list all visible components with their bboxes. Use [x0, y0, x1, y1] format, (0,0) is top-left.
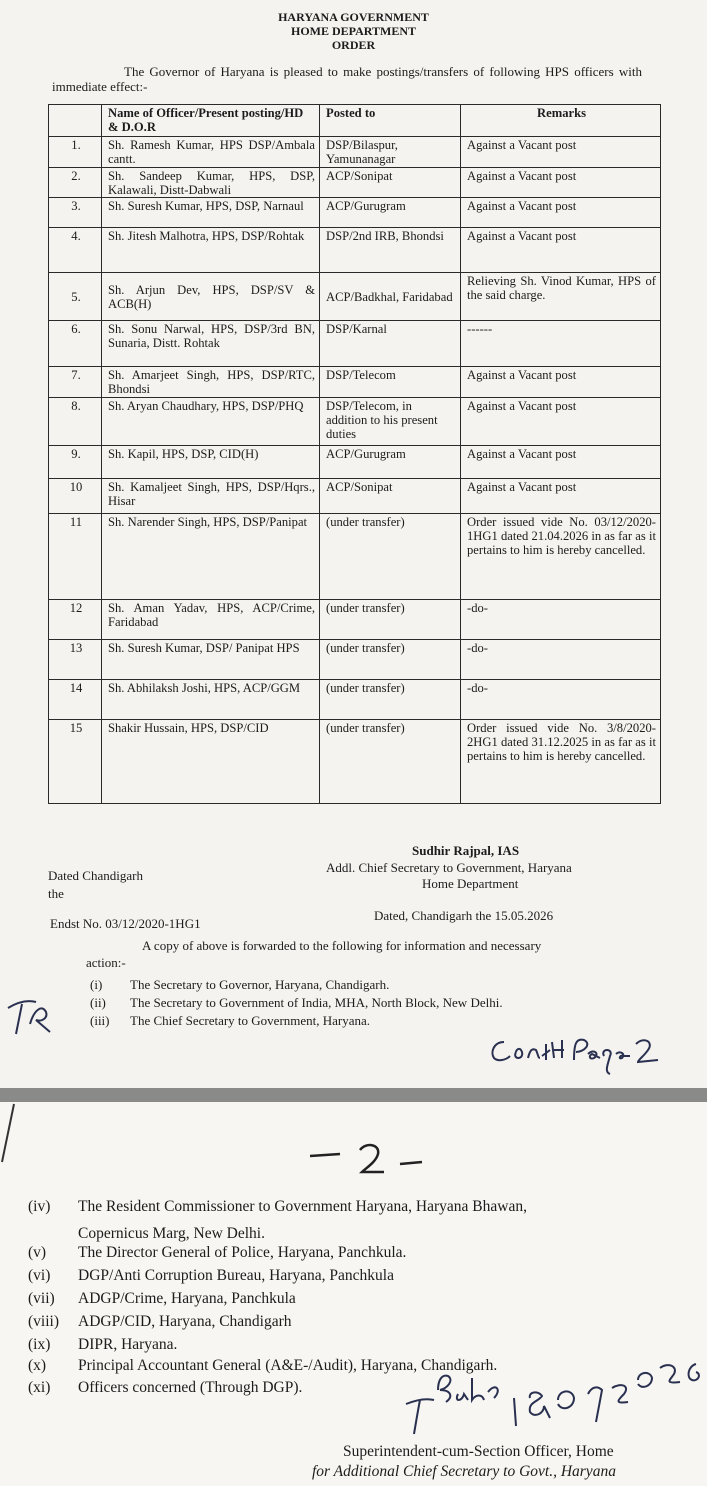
page2-item-number: (ix)	[28, 1336, 51, 1353]
col-name: Name of Officer/Present posting/HD & D.O.R	[102, 105, 320, 137]
row-remarks: -do-	[461, 599, 661, 639]
row-remarks: -do-	[461, 639, 661, 679]
row-posted: DSP/Bilaspur, Yamunanagar	[320, 137, 461, 168]
table-row	[49, 478, 661, 513]
col-remarks: Remarks	[461, 105, 661, 137]
page2-item-text: ADGP/Crime, Haryana, Panchkula	[78, 1290, 296, 1307]
col-sn	[49, 105, 102, 137]
row-name: Shakir Hussain, HPS, DSP/CID	[102, 719, 320, 803]
row-remarks: Against a Vacant post	[461, 478, 661, 513]
page-edge-mark	[0, 1102, 20, 1172]
table-row	[49, 679, 661, 719]
row-sn: 6.	[49, 321, 102, 367]
row-remarks: Order issued vide No. 3/8/2020-2HG1 dated 31.12.2025 in as far as it pertains to him is hereby cancelled.	[461, 719, 661, 803]
copy-forward-text: A copy of above is forwarded to the following for information and necessary	[142, 938, 542, 953]
handwritten-initials	[4, 990, 54, 1038]
row-posted: DSP/Karnal	[320, 321, 461, 367]
row-posted: (under transfer)	[320, 599, 461, 639]
row-remarks: Relieving Sh. Vinod Kumar, HPS of the said charge.	[461, 273, 661, 321]
page2-item-number: (viii)	[28, 1313, 59, 1330]
row-sn: 15	[49, 719, 102, 803]
row-name: Sh. Narender Singh, HPS, DSP/Panipat	[102, 513, 320, 599]
signatory-department: Home Department	[422, 876, 519, 891]
row-posted: DSP/2nd IRB, Bhondsi	[320, 228, 461, 273]
page2-item-text: The Director General of Police, Haryana, Panchkula.	[78, 1244, 407, 1261]
row-name: Sh. Jitesh Malhotra, HPS, DSP/Rohtak	[102, 228, 320, 273]
page2-item-number: (vi)	[28, 1267, 51, 1284]
row-name: Sh. Aryan Chaudhary, HPS, DSP/PHQ	[102, 397, 320, 445]
copy-item-text: The Secretary to Government of India, MHA, North Block, New Delhi.	[130, 995, 503, 1010]
row-name: Sh. Kapil, HPS, DSP, CID(H)	[102, 445, 320, 478]
table-header-row	[49, 105, 661, 137]
page2-item-text: Officers concerned (Through DGP).	[78, 1379, 303, 1396]
row-name: Sh. Amarjeet Singh, HPS, DSP/RTC, Bhondsi	[102, 367, 320, 398]
page2-list-item	[28, 1311, 292, 1333]
row-name: Sh. Sandeep Kumar, HPS, DSP, Kalawali, Distt-Dabwali	[102, 167, 320, 198]
copy-item-number: (iii)	[90, 1013, 110, 1028]
row-sn: 9.	[49, 445, 102, 478]
row-name: Sh. Kamaljeet Singh, HPS, DSP/Hqrs., Hisar	[102, 478, 320, 513]
row-name: Sh. Ramesh Kumar, HPS DSP/Ambala cantt.	[102, 137, 320, 168]
page2-item-number: (xi)	[28, 1379, 51, 1396]
row-posted: ACP/Gurugram	[320, 445, 461, 478]
signatory-designation: Addl. Chief Secretary to Government, Haryana	[326, 860, 572, 875]
row-sn: 8.	[49, 397, 102, 445]
page2-item-text: DIPR, Haryana.	[78, 1336, 178, 1353]
row-posted: (under transfer)	[320, 679, 461, 719]
header-order: ORDER	[331, 38, 376, 52]
row-posted: (under transfer)	[320, 639, 461, 679]
row-name: Sh. Arjun Dev, HPS, DSP/SV & ACB(H)	[102, 273, 320, 321]
row-posted: DSP/Telecom, in addition to his present duties	[320, 397, 461, 445]
page2-item-text: ADGP/CID, Haryana, Chandigarh	[78, 1313, 292, 1330]
table-row	[49, 367, 661, 398]
table-row	[49, 198, 661, 228]
row-posted: ACP/Badkhal, Faridabad	[320, 273, 461, 321]
postings-table	[48, 104, 661, 804]
page2-item-number: (iv)	[28, 1198, 51, 1215]
table-row	[49, 599, 661, 639]
page2-item-text: The Resident Commissioner to Government Haryana, Haryana Bhawan,	[78, 1198, 527, 1215]
copy-item-number: (i)	[90, 977, 103, 992]
page2-list-item	[28, 1377, 302, 1399]
row-sn: 12	[49, 599, 102, 639]
signatory-name: Sudhir Rajpal, IAS	[412, 843, 520, 858]
row-remarks: Against a Vacant post	[461, 397, 661, 445]
row-name: Sh. Sonu Narwal, HPS, DSP/3rd BN, Sunaria, Distt. Rohtak	[102, 321, 320, 367]
page2-signatory-for: for Additional Chief Secretary to Govt., Haryana	[312, 1463, 616, 1480]
row-name: Sh. Aman Yadav, HPS, ACP/Crime, Faridabad	[102, 599, 320, 639]
row-remarks: Against a Vacant post	[461, 228, 661, 273]
page2-item-continuation: Copernicus Marg, New Delhi.	[78, 1225, 265, 1242]
table-row	[49, 228, 661, 273]
copy-item-text: The Secretary to Governor, Haryana, Chandigarh.	[130, 977, 390, 992]
row-sn: 11	[49, 513, 102, 599]
page2-list-item	[28, 1196, 527, 1218]
copy-list-item	[90, 977, 389, 992]
page2-signatory-title: Superintendent-cum-Section Officer, Home	[343, 1443, 614, 1460]
row-posted: ACP/Sonipat	[320, 478, 461, 513]
copy-forward-action: action:-	[86, 955, 126, 970]
row-posted: DSP/Telecom	[320, 367, 461, 398]
copy-list-item	[90, 1013, 370, 1028]
row-remarks: Order issued vide No. 03/12/2020-1HG1 dated 21.04.2026 in as far as it pertains to him is hereby cancelled.	[461, 513, 661, 599]
col-posted: Posted to	[320, 105, 461, 137]
order-intro: The Governor of Haryana is pleased to make postings/transfers of following HPS officers with immediate effect:-	[52, 64, 642, 94]
handwritten-contd-note	[488, 1032, 660, 1076]
handwritten-signature-date	[398, 1360, 707, 1440]
row-remarks: Against a Vacant post	[461, 367, 661, 398]
table-row	[49, 137, 661, 168]
copy-item-number: (ii)	[90, 995, 106, 1010]
table-row	[49, 397, 661, 445]
row-sn: 10	[49, 478, 102, 513]
row-remarks: -do-	[461, 679, 661, 719]
page2-list-item	[28, 1334, 177, 1356]
table-row	[49, 167, 661, 198]
row-sn: 1.	[49, 137, 102, 168]
row-sn: 4.	[49, 228, 102, 273]
endst-date: Dated, Chandigarh the 15.05.2026	[374, 908, 554, 923]
row-remarks: Against a Vacant post	[461, 137, 661, 168]
row-remarks: Against a Vacant post	[461, 445, 661, 478]
row-posted: ACP/Sonipat	[320, 167, 461, 198]
page2-item-text: Principal Accountant General (A&E-/Audit), Haryana, Chandigarh.	[78, 1357, 498, 1374]
document-page-2	[0, 1102, 707, 1486]
table-row	[49, 639, 661, 679]
header-government: HARYANA GOVERNMENT	[278, 10, 429, 24]
endst-number: Endst No. 03/12/2020-1HG1	[50, 916, 201, 931]
row-posted: (under transfer)	[320, 513, 461, 599]
page2-list-item	[28, 1265, 394, 1287]
row-sn: 14	[49, 679, 102, 719]
row-name: Sh. Abhilaksh Joshi, HPS, ACP/GGM	[102, 679, 320, 719]
row-name: Sh. Suresh Kumar, HPS, DSP, Narnaul	[102, 198, 320, 228]
copy-item-text: The Chief Secretary to Government, Haryana.	[130, 1013, 371, 1028]
row-name: Sh. Suresh Kumar, DSP/ Panipat HPS	[102, 639, 320, 679]
page2-list-item	[28, 1242, 406, 1264]
row-sn: 3.	[49, 198, 102, 228]
row-posted: ACP/Gurugram	[320, 198, 461, 228]
handwritten-page-number	[306, 1142, 426, 1182]
row-posted: (under transfer)	[320, 719, 461, 803]
page2-list-item	[28, 1288, 296, 1310]
table-row	[49, 719, 661, 803]
row-sn: 5.	[49, 273, 102, 321]
row-remarks: Against a Vacant post	[461, 198, 661, 228]
row-remarks: Against a Vacant post	[461, 167, 661, 198]
table-row	[49, 513, 661, 599]
page2-item-number: (x)	[28, 1357, 47, 1374]
row-sn: 13	[49, 639, 102, 679]
page2-item-text: DGP/Anti Corruption Bureau, Haryana, Panchkula	[78, 1267, 394, 1284]
copy-list-item	[90, 995, 503, 1010]
page2-item-number: (v)	[28, 1244, 47, 1261]
dated-the-label: the	[48, 886, 64, 901]
table-row	[49, 273, 661, 321]
table-row	[49, 445, 661, 478]
dated-label: Dated Chandigarh	[48, 868, 143, 883]
table-row	[49, 321, 661, 367]
header-department: HOME DEPARTMENT	[290, 24, 417, 38]
row-sn: 2.	[49, 167, 102, 198]
row-remarks: ------	[461, 321, 661, 367]
row-sn: 7.	[49, 367, 102, 398]
page2-item-number: (vii)	[28, 1290, 55, 1307]
